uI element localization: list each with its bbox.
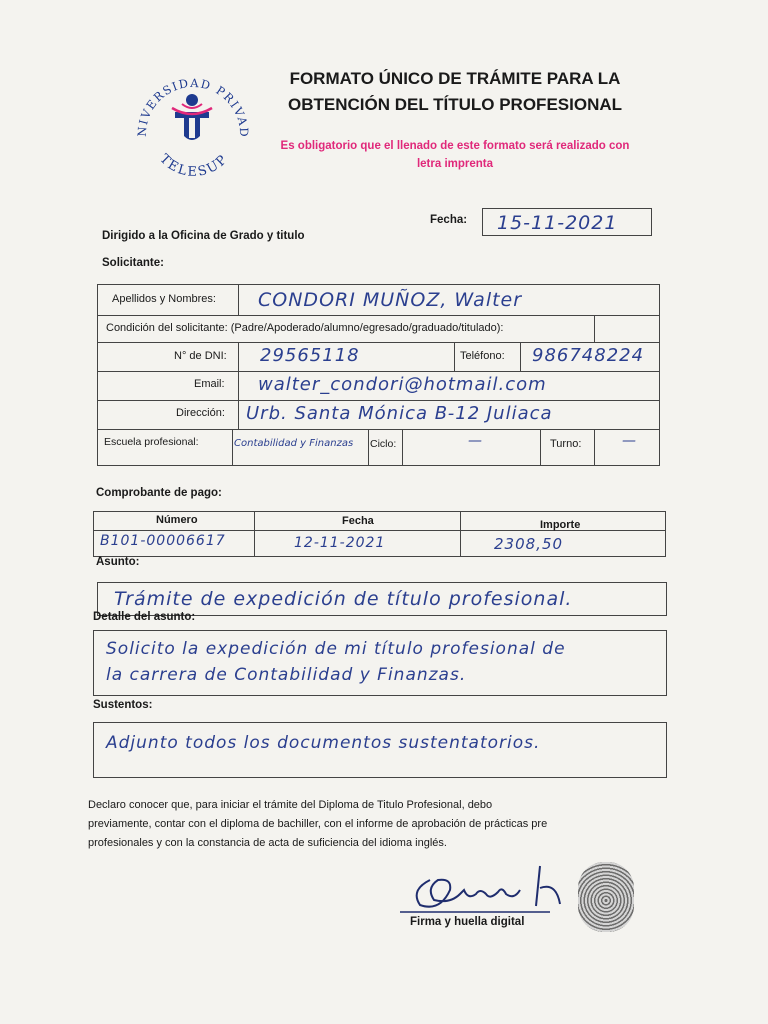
escuela-label: Escuela profesional: bbox=[104, 436, 199, 448]
turno-field[interactable]: — bbox=[622, 433, 637, 449]
solicitante-heading: Solicitante: bbox=[102, 257, 164, 269]
logo-arc-text: NIVERSIDAD PRIVAD bbox=[134, 75, 252, 139]
detalle-heading: Detalle del asunto: bbox=[93, 611, 196, 623]
numero-field[interactable]: B101-00006617 bbox=[100, 533, 226, 549]
sustentos-value: Adjunto todos los documentos sustentatorios. bbox=[106, 733, 541, 753]
dni-label: N° de DNI: bbox=[174, 350, 227, 362]
detalle-line-1: Solicito la expedición de mi título profesional de bbox=[106, 639, 566, 659]
solicitante-table bbox=[97, 284, 660, 466]
detalle-field[interactable] bbox=[93, 630, 667, 696]
importe-field[interactable]: 2308,50 bbox=[494, 535, 564, 553]
telefono-field[interactable]: 986748224 bbox=[532, 345, 645, 366]
firma-label: Firma y huella digital bbox=[410, 916, 525, 928]
dirigido-text: Dirigido a la Oficina de Grado y titulo bbox=[102, 230, 305, 242]
comprobante-heading: Comprobante de pago: bbox=[96, 487, 222, 499]
ciclo-field[interactable]: — bbox=[468, 433, 483, 449]
declaracion-text: Declaro conocer que, para iniciar el trámite del Diploma de Titulo Profesional, debo previamente, contar con el diploma de bachiller, con el informe de aprobación de prácticas pre profesionales y con la constancia de acta de suficiencia del idioma inglés. bbox=[88, 799, 548, 849]
detalle-line-2: la carrera de Contabilidad y Finanzas. bbox=[106, 665, 467, 685]
col-fecha-header: Fecha bbox=[342, 515, 374, 527]
col-numero-header: Número bbox=[156, 514, 198, 526]
dni-field[interactable]: 29565118 bbox=[260, 345, 360, 366]
sustentos-field[interactable] bbox=[93, 722, 667, 778]
mandatory-notice: Es obligatorio que el llenado de este formato será realizado con letra imprenta bbox=[280, 140, 630, 170]
asunto-heading: Asunto: bbox=[96, 556, 140, 568]
apellidos-label: Apellidos y Nombres: bbox=[112, 293, 216, 305]
direccion-label: Dirección: bbox=[176, 407, 225, 419]
email-label: Email: bbox=[194, 378, 225, 390]
ciclo-label: Ciclo: bbox=[370, 438, 397, 450]
fecha-pago-field[interactable]: 12-11-2021 bbox=[294, 535, 386, 551]
fecha-value: 15-11-2021 bbox=[497, 212, 618, 234]
logo-emblem-icon bbox=[128, 62, 258, 192]
fecha-field[interactable] bbox=[482, 208, 652, 236]
university-logo bbox=[128, 62, 258, 192]
telefono-label: Teléfono: bbox=[460, 350, 505, 362]
condicion-label: Condición del solicitante: (Padre/Apoderado/alumno/egresado/graduado/titulado): bbox=[106, 322, 504, 334]
escuela-field[interactable]: Contabilidad y Finanzas bbox=[234, 438, 354, 449]
sustentos-heading: Sustentos: bbox=[93, 699, 153, 711]
turno-label: Turno: bbox=[550, 438, 582, 450]
email-field[interactable]: walter_condori@hotmail.com bbox=[258, 374, 547, 395]
comprobante-table bbox=[93, 511, 666, 557]
apellidos-field[interactable]: CONDORI MUÑOZ, Walter bbox=[258, 289, 523, 311]
direccion-field[interactable]: Urb. Santa Mónica B-12 Juliaca bbox=[246, 403, 553, 424]
fecha-label: Fecha: bbox=[430, 214, 468, 226]
col-importe-header: Importe bbox=[540, 519, 581, 531]
fingerprint-icon bbox=[578, 862, 634, 932]
asunto-value: Trámite de expedición de título profesional. bbox=[114, 588, 573, 610]
form-title: FORMATO ÚNICO DE TRÁMITE PARA LA OBTENCIÓN DEL TÍTULO PROFESIONAL bbox=[287, 69, 623, 114]
signature-icon bbox=[390, 860, 590, 916]
logo-bottom-text: TELESUP bbox=[156, 151, 232, 180]
